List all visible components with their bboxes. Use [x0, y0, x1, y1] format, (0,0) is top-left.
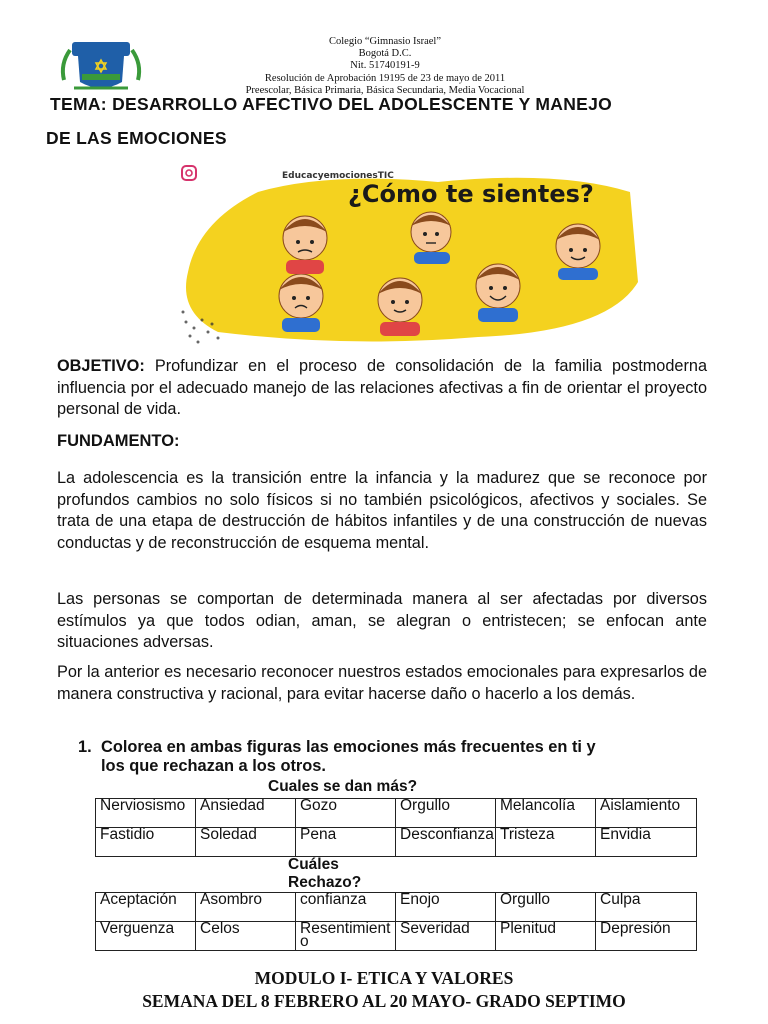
emotion-cell[interactable]: Depresión [596, 922, 697, 951]
emotion-cell[interactable]: Nerviosismo [96, 799, 196, 828]
emotion-cell[interactable]: Enojo [396, 893, 496, 922]
objective-paragraph [57, 356, 707, 421]
emotion-cell[interactable]: Orgullo [496, 893, 596, 922]
emotion-cell[interactable]: Asombro [196, 893, 296, 922]
emotion-cell[interactable]: Gozo [296, 799, 396, 828]
emotions-illustration [178, 162, 640, 348]
table2-title-line2: Rechazo? [288, 874, 362, 891]
emotion-cell[interactable]: Fastidio [96, 828, 196, 857]
table-row [96, 893, 697, 922]
emotion-cell[interactable]: Aceptación [96, 893, 196, 922]
table2-title-line1: Cuáles [288, 856, 339, 873]
emotion-cell[interactable]: Soledad [196, 828, 296, 857]
illustration-caption: ¿Cómo te sientes? [348, 180, 594, 208]
emotion-cell[interactable]: Celos [196, 922, 296, 951]
question-text-line2: los que rechazan a los otros. [101, 757, 326, 775]
header-line: Nit. 51740191-9 [350, 60, 420, 72]
emotion-cell[interactable]: Verguenza [96, 922, 196, 951]
table1-title: Cuales se dan más? [268, 778, 418, 795]
illustration-handle: EducacyemocionesTIC [282, 171, 394, 181]
school-header [150, 36, 620, 97]
emotion-cell[interactable]: Plenitud [496, 922, 596, 951]
footer-module: MODULO I- ETICA Y VALORES [254, 968, 514, 988]
emotion-cell[interactable]: Desconfianza [396, 828, 496, 857]
emotions-table-rejected [95, 892, 697, 951]
table-row [96, 828, 697, 857]
header-line: Bogotá D.C. [358, 48, 412, 60]
paragraph-adolescence: La adolescencia es la transición entre la infancia y la madurez que se reconoce por profundos cambios no solo físicos si no también psicológicos, afectivos y sociales. Se trata de una etapa de destrucción de hábitos infantiles y de una construcción de nuevas conductas y de reconstrucción de esquema mental. [57, 469, 707, 552]
header-line: Resolución de Aprobación 19195 de 23 de mayo de 2011 [264, 72, 506, 84]
emotion-cell[interactable]: Resentimiento [296, 922, 396, 951]
emotion-cell[interactable]: Severidad [396, 922, 496, 951]
emotion-cell[interactable]: Culpa [596, 893, 697, 922]
table-row [96, 922, 697, 951]
paragraph-behaviour: Las personas se comportan de determinada manera al ser afectadas por diversos estímulos ya que todos odian, aman, se alegran o entristecen; se enfocan ante situaciones adversas. [57, 590, 707, 652]
objective-text: Profundizar en el proceso de consolidación de la familia postmoderna influencia por el adecuado manejo de las relaciones afectivas a fin de orientar el proyecto personal de vida. [57, 357, 707, 419]
question-1 [78, 738, 738, 776]
topic-title-line1: TEMA: DESARROLLO AFECTIVO DEL ADOLESCENTE Y MANEJO [50, 94, 613, 114]
question-number: 1. [78, 738, 92, 756]
question-text-line1: Colorea en ambas figuras las emociones más frecuentes en ti y [101, 738, 596, 756]
emotion-cell[interactable]: Tristeza [496, 828, 596, 857]
emotion-cell[interactable]: Pena [296, 828, 396, 857]
emotion-cell[interactable]: Melancolía [496, 799, 596, 828]
objective-label: OBJETIVO: [57, 357, 145, 375]
emotion-cell[interactable]: Aislamiento [596, 799, 697, 828]
emotion-cell[interactable]: Orgullo [396, 799, 496, 828]
header-line: Colegio “Gimnasio Israel” [329, 36, 441, 47]
header-line: Preescolar, Básica Primaria, Básica Secundaria, Media Vocacional [245, 84, 525, 96]
instagram-icon [182, 166, 196, 180]
emotions-table-frequent [95, 798, 697, 857]
emotion-cell[interactable]: confianza [296, 893, 396, 922]
paragraph-emotional-states: Por la anterior es necesario reconocer nuestros estados emocionales para expresarlos de manera constructiva y racional, para evitar hacerse daño o hacerlo a los demás. [57, 663, 707, 703]
fundamento-heading: FUNDAMENTO: [57, 432, 180, 450]
table-row [96, 799, 697, 828]
footer-week: SEMANA DEL 8 FEBRERO AL 20 MAYO- GRADO SEPTIMO [142, 991, 626, 1011]
emotion-cell[interactable]: Envidia [596, 828, 697, 857]
emotion-cell[interactable]: Ansiedad [196, 799, 296, 828]
topic-title-line2: DE LAS EMOCIONES [46, 128, 227, 148]
school-logo [56, 36, 146, 96]
